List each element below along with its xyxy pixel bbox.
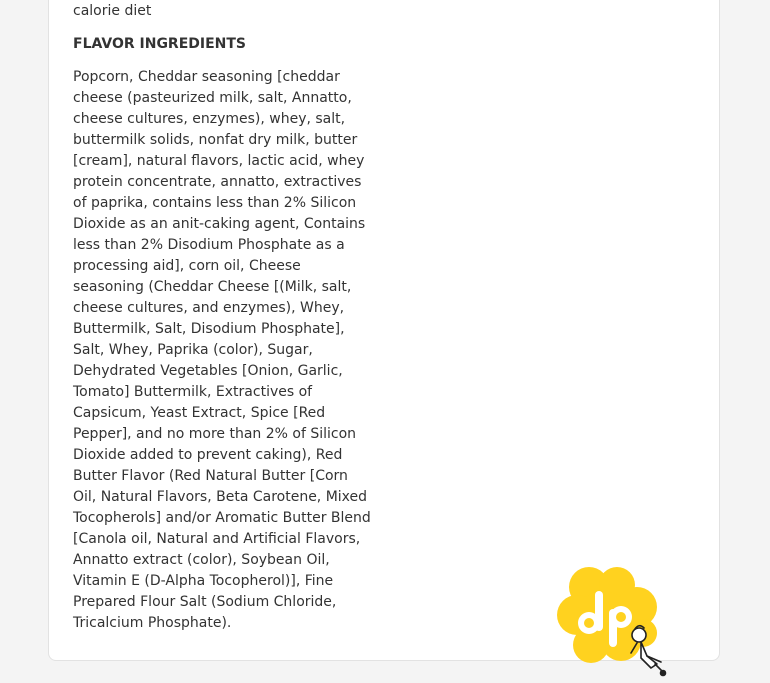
popcorn-mascot-logo-icon[interactable] xyxy=(555,565,673,677)
logo-graphic xyxy=(555,565,673,677)
diet-note: calorie diet xyxy=(73,3,152,19)
flavor-ingredients-heading: FLAVOR INGREDIENTS xyxy=(73,36,247,52)
ingredients-section xyxy=(73,1,373,634)
flavor-ingredients-text: Popcorn, Cheddar seasoning [cheddar cheese (pasteurized milk, salt, Annatto, cheese cultures, enzymes), whey, salt, buttermilk solids, nonfat dry milk, butter [cream], natural flavors, lactic acid, whey protein concentrate, annatto, extractives of paprika, contains less than 2% Silicon Dioxide as an anit-caking agent, Contains less than 2% Disodium Phosphate as a processing aid], corn oil, Cheese seasoning (Cheddar Cheese [(Milk, salt, cheese cultures, and enzymes), Whey, Buttermilk, Salt, Disodium Phosphate], Salt, Whey, Paprika (color), Sugar, Dehydrated Vegetables [Onion, Garlic, Tomato] Buttermilk, Extractives of Capsicum, Yeast Extract, Spice [Red Pepper], and no more than 2% of Silicon Dioxide added to prevent caking), Red Butter Flavor (Red Natural Butter [Corn Oil, Natural Flavors, Beta Carotene, Mixed Tocopherols] and/or Aromatic Butter Blend [Canola oil, Natural and Artificial Flavors, Annatto extract (color), Soybean Oil, Vitamin E (D-Alpha Tocopherol)], Fine Prepared Flour Salt (Sodium Chloride, Tricalcium Phosphate). xyxy=(73,69,371,631)
product-info-card xyxy=(48,0,720,661)
